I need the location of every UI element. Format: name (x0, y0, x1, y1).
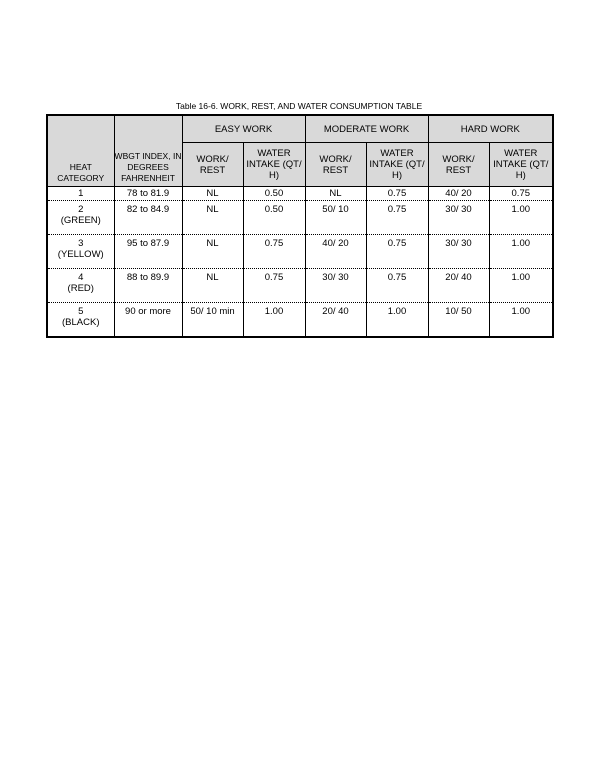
moderate-work-rest-cell: NL (305, 187, 366, 201)
easy-work-rest-cell: 50/ 10 min (182, 303, 243, 338)
hard-water-intake-cell: 1.00 (489, 235, 553, 269)
hard-water-intake-cell: 1.00 (489, 201, 553, 235)
hard-work-rest-cell: 20/ 40 (428, 269, 489, 303)
moderate-water-intake-cell: 1.00 (366, 303, 428, 338)
heat-category-cell: 3 (YELLOW) (47, 235, 114, 269)
easy-water-intake-cell: 0.50 (243, 187, 305, 201)
hard-work-rest-cell: 30/ 30 (428, 201, 489, 235)
table-row (47, 269, 553, 303)
header-easy-work: EASY WORK (182, 115, 305, 143)
easy-work-rest-cell: NL (182, 187, 243, 201)
table-row (47, 235, 553, 269)
hard-water-intake-cell: 1.00 (489, 269, 553, 303)
header-easy-work-rest: WORK/ REST (182, 143, 243, 187)
easy-work-rest-cell: NL (182, 269, 243, 303)
wbgt-cell: 82 to 84.9 (114, 201, 182, 235)
moderate-work-rest-cell: 30/ 30 (305, 269, 366, 303)
header-easy-water-intake: WATER INTAKE (QT/ H) (243, 143, 305, 187)
heat-category-cell: 5 (BLACK) (47, 303, 114, 338)
header-moderate-work-rest: WORK/ REST (305, 143, 366, 187)
moderate-work-rest-cell: 20/ 40 (305, 303, 366, 338)
hard-work-rest-cell: 10/ 50 (428, 303, 489, 338)
hard-work-rest-cell: 30/ 30 (428, 235, 489, 269)
header-hard-work-rest: WORK/ REST (428, 143, 489, 187)
moderate-water-intake-cell: 0.75 (366, 201, 428, 235)
table-row (47, 303, 553, 338)
header-moderate-water-intake: WATER INTAKE (QT/ H) (366, 143, 428, 187)
hard-water-intake-cell: 0.75 (489, 187, 553, 201)
heat-category-cell: 2 (GREEN) (47, 201, 114, 235)
hard-water-intake-cell: 1.00 (489, 303, 553, 338)
moderate-water-intake-cell: 0.75 (366, 187, 428, 201)
heat-category-cell: 1 (47, 187, 114, 201)
heat-category-cell: 4 (RED) (47, 269, 114, 303)
moderate-water-intake-cell: 0.75 (366, 235, 428, 269)
header-heat-category: HEAT CATEGORY (47, 115, 114, 187)
header-hard-work: HARD WORK (428, 115, 553, 143)
moderate-work-rest-cell: 50/ 10 (305, 201, 366, 235)
easy-water-intake-cell: 0.75 (243, 235, 305, 269)
wbgt-cell: 95 to 87.9 (114, 235, 182, 269)
hard-work-rest-cell: 40/ 20 (428, 187, 489, 201)
table-caption: Table 16-6. WORK, REST, AND WATER CONSUMPTION TABLE (175, 101, 423, 111)
table-row (47, 187, 553, 201)
easy-water-intake-cell: 0.50 (243, 201, 305, 235)
header-moderate-work: MODERATE WORK (305, 115, 428, 143)
header-hard-water-intake: WATER INTAKE (QT/ H) (489, 143, 553, 187)
table-row (47, 201, 553, 235)
wbgt-cell: 90 or more (114, 303, 182, 338)
easy-water-intake-cell: 0.75 (243, 269, 305, 303)
easy-work-rest-cell: NL (182, 235, 243, 269)
header-wbgt-index: WBGT INDEX, IN DEGREES FAHRENHEIT (114, 115, 182, 187)
easy-work-rest-cell: NL (182, 201, 243, 235)
moderate-water-intake-cell: 0.75 (366, 269, 428, 303)
work-rest-water-table (46, 114, 554, 338)
easy-water-intake-cell: 1.00 (243, 303, 305, 338)
wbgt-cell: 78 to 81.9 (114, 187, 182, 201)
moderate-work-rest-cell: 40/ 20 (305, 235, 366, 269)
wbgt-cell: 88 to 89.9 (114, 269, 182, 303)
